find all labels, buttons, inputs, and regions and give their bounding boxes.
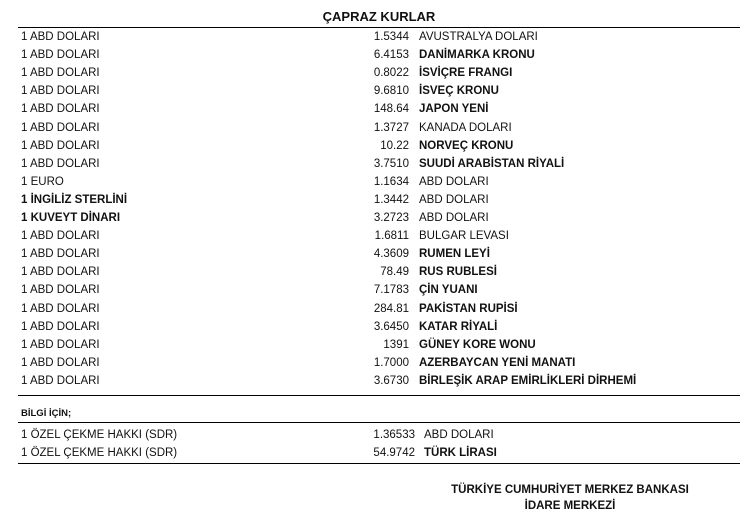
- sdr-value: 54.9742: [373, 447, 415, 459]
- rate-value: 3.6450: [373, 320, 409, 333]
- rate-row: [18, 245, 740, 263]
- quote-currency: İSVİÇRE FRANGI: [419, 67, 513, 80]
- footer-bank-name: TÜRKİYE CUMHURİYET MERKEZ BANKASI: [451, 484, 689, 496]
- rate-value: 284.81: [373, 302, 409, 315]
- rate-row: [18, 318, 740, 336]
- rate-row: [18, 336, 740, 354]
- base-currency: 1 ABD DOLARI: [21, 157, 100, 170]
- sdr-currency: TÜRK LİRASI: [424, 447, 497, 459]
- rate-value: 1.1634: [373, 175, 409, 188]
- base-currency: 1 ABD DOLARI: [21, 85, 100, 98]
- base-currency: 1 ABD DOLARI: [21, 320, 100, 333]
- rate-value: 3.2723: [373, 212, 409, 224]
- sdr-row: [18, 444, 740, 462]
- sdr-value: 1.36533: [373, 429, 415, 441]
- rate-value: 3.7510: [373, 157, 409, 170]
- rate-row: [18, 119, 740, 137]
- quote-currency: İSVEÇ KRONU: [419, 85, 499, 98]
- rate-row: [18, 227, 740, 245]
- quote-currency: SUUDİ ARABİSTAN RİYALİ: [419, 157, 565, 170]
- rate-value: 3.6730: [373, 374, 409, 387]
- rate-row: [18, 28, 740, 46]
- sdr-label: 1 ÖZEL ÇEKME HAKKI (SDR): [21, 447, 178, 459]
- rate-value: 0.8022: [373, 67, 409, 80]
- rate-row: [18, 173, 740, 191]
- base-currency: 1 ABD DOLARI: [21, 103, 100, 116]
- rate-value: 1.6811: [374, 230, 409, 243]
- rate-value: 1.5344: [373, 31, 409, 43]
- quote-currency: ÇİN YUANI: [419, 284, 478, 297]
- quote-currency: ABD DOLARI: [419, 175, 489, 188]
- info-divider-bottom: [18, 463, 740, 464]
- quote-currency: AVUSTRALYA DOLARI: [419, 31, 538, 43]
- rate-value: 9.6810: [373, 85, 409, 98]
- info-label: BİLGİ İÇİN;: [21, 408, 72, 419]
- rate-row: [18, 137, 740, 155]
- base-currency: 1 ABD DOLARI: [21, 230, 100, 243]
- quote-currency: ABD DOLARI: [419, 212, 489, 224]
- rate-value: 10.22: [380, 139, 409, 152]
- quote-currency: ABD DOLARI: [419, 193, 489, 206]
- rate-row: [18, 372, 740, 390]
- quote-currency: NORVEÇ KRONU: [419, 139, 514, 152]
- base-currency: 1 ABD DOLARI: [21, 121, 100, 134]
- rate-value: 1.3442: [373, 193, 409, 206]
- quote-currency: DANİMARKA KRONU: [419, 49, 535, 62]
- rate-value: 6.4153: [373, 49, 409, 62]
- rate-row: [18, 191, 740, 209]
- base-currency: 1 İNGİLİZ STERLİNİ: [21, 193, 128, 206]
- quote-currency: BULGAR LEVASI: [419, 230, 509, 243]
- quote-currency: AZERBAYCAN YENİ MANATI: [419, 356, 576, 369]
- base-currency: 1 ABD DOLARI: [21, 67, 100, 80]
- info-divider-top: [18, 422, 740, 423]
- quote-currency: PAKİSTAN RUPİSİ: [419, 302, 518, 315]
- sdr-label: 1 ÖZEL ÇEKME HAKKI (SDR): [21, 429, 178, 441]
- base-currency: 1 EURO: [21, 175, 64, 188]
- base-currency: 1 ABD DOLARI: [21, 248, 100, 261]
- rate-row: [18, 64, 740, 82]
- base-currency: 1 ABD DOLARI: [21, 374, 100, 387]
- base-currency: 1 ABD DOLARI: [21, 266, 100, 279]
- base-currency: 1 ABD DOLARI: [21, 356, 100, 369]
- quote-currency: RUS RUBLESİ: [419, 266, 497, 279]
- rate-row: [18, 281, 740, 299]
- rate-row: [18, 46, 740, 64]
- base-currency: 1 ABD DOLARI: [21, 302, 100, 315]
- quote-currency: JAPON YENİ: [419, 103, 489, 116]
- base-currency: 1 ABD DOLARI: [21, 31, 100, 43]
- rate-row: [18, 155, 740, 173]
- sdr-currency: ABD DOLARI: [424, 429, 494, 441]
- rate-value: 1.3727: [373, 121, 409, 134]
- footer-office-name: İDARE MERKEZİ: [524, 500, 616, 512]
- rate-row: [18, 263, 740, 281]
- rate-value: 1391: [383, 338, 409, 351]
- rate-row: [18, 354, 740, 372]
- rate-value: 4.3609: [373, 248, 409, 261]
- rate-value: 1.7000: [373, 356, 409, 369]
- base-currency: 1 KUVEYT DİNARI: [21, 212, 121, 224]
- rate-row: [18, 300, 740, 318]
- base-currency: 1 ABD DOLARI: [21, 338, 100, 351]
- page-title: ÇAPRAZ KURLAR: [322, 9, 436, 24]
- sdr-row: [18, 426, 740, 444]
- rate-row: [18, 82, 740, 100]
- table-divider: [18, 395, 740, 396]
- base-currency: 1 ABD DOLARI: [21, 49, 100, 62]
- rate-value: 7.1783: [373, 284, 409, 297]
- rate-value: 78.49: [380, 266, 409, 279]
- rate-row: [18, 100, 740, 118]
- quote-currency: GÜNEY KORE WONU: [419, 338, 536, 351]
- quote-currency: BİRLEŞİK ARAP EMİRLİKLERİ DİRHEMİ: [419, 374, 637, 387]
- quote-currency: KATAR RİYALİ: [419, 320, 498, 333]
- base-currency: 1 ABD DOLARI: [21, 284, 100, 297]
- rate-value: 148.64: [373, 103, 409, 116]
- rate-row: [18, 209, 740, 227]
- quote-currency: RUMEN LEYİ: [419, 248, 490, 261]
- base-currency: 1 ABD DOLARI: [21, 139, 100, 152]
- quote-currency: KANADA DOLARI: [419, 121, 512, 134]
